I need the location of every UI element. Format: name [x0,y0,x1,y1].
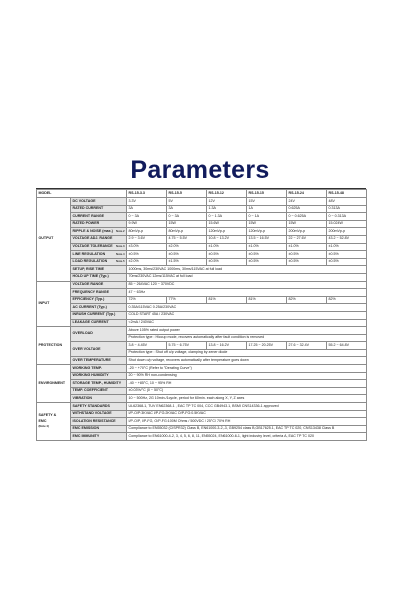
spec-row [37,319,367,327]
spec-cell: 0 ~ 0.313A [327,213,367,221]
spec-cell: 5.75 ~ 6.75V [167,342,207,350]
spec-row [37,220,367,228]
row-label [71,243,127,251]
group-protection: PROTECTION [37,327,71,365]
spec-row [37,198,367,206]
spec-cell-wide: <2mA / 240VAC [127,319,367,327]
row-label [71,228,127,236]
spec-row [37,357,367,365]
row-label-text: VOLTAGE TOLERANCE [72,244,113,249]
spec-row [37,410,367,418]
row-label: RATED POWER [71,220,127,228]
spec-row [37,425,367,433]
spec-cell-wide: ±0.03%/°C (0 ~ 50°C) [127,387,367,395]
spec-row [37,213,367,221]
spec-cell: ±1.0% [287,243,327,251]
spec-row [37,251,367,259]
spec-cell: ±0.5% [207,251,247,259]
note-tag: Note.3 [115,244,125,249]
spec-row [37,304,367,312]
spec-cell-wide: Protection type : Shut off o/p voltage, clamping by zener diode [127,349,367,357]
row-label: VOLTAGE ADJ. RANGE [71,235,127,243]
row-label-text: LOAD REGULATION [72,259,108,264]
row-label: EMC IMMUNITY [71,433,127,441]
row-label: DC VOLTAGE [71,198,127,206]
spec-cell: 3.3V [127,198,167,206]
spec-cell: 0 ~ 3A [167,213,207,221]
spec-row [37,258,367,266]
spec-cell-wide: I/P-O/P:3KVAC I/P-FG:2KVAC O/P-FG:0.5KVAC [127,410,367,418]
spec-cell-wide: Above 105% rated output power [127,327,367,335]
spec-cell-wide: COLD START 45A / 230VAC [127,311,367,319]
spec-cell: 27.6 ~ 32.4V [287,342,327,350]
spec-cell-wide: Shut down o/p voltage, recovers automatically after temperature goes down [127,357,367,365]
spec-cell: 55.2 ~ 64.8V [327,342,367,350]
spec-cell: 0 ~ 1A [247,213,287,221]
model-name: RS-15-48 [327,190,367,198]
spec-cell: ±0.5% [127,251,167,259]
group-safety-line2: EMC [38,418,47,423]
spec-row [37,395,367,403]
model-name: RS-15-3.3 [127,190,167,198]
spec-cell: 80mVp-p [167,228,207,236]
spec-cell-wide: 1000ms, 30ms/230VAC 1000ms, 30ms/115VAC at full load [127,266,367,274]
spec-cell: 15W [167,220,207,228]
spec-cell: 80mVp-p [127,228,167,236]
spec-cell: ±1.0% [247,243,287,251]
spec-cell: 24V [287,198,327,206]
spec-cell: ±1.5% [167,258,207,266]
group-safety-emc [37,403,71,441]
spec-cell: 17.25 ~ 20.25V [247,342,287,350]
spec-row [37,387,367,395]
note-tag: Note.5 [115,259,125,264]
spec-cell: ±0.5% [287,258,327,266]
spec-row [37,380,367,388]
spec-row [37,266,367,274]
row-label-text: LINE REGULATION [72,251,106,256]
row-label: EFFICIENCY (Typ.) [71,296,127,304]
note-tag: Note.4 [115,251,125,256]
spec-cell: 43.2 ~ 52.8V [327,235,367,243]
spec-cell-wide: Compliance to EN61000-4-2, 3, 4, 5, 6, 8, 11, EN55024, EN61000-6-1, light industry level, criteria A, EAC TP TC 020 [127,433,367,441]
spec-cell-wide: I/P-O/P, I/P-FG, O/P-FG:100M Ohms / 500VDC / 25°C/ 70% RH [127,418,367,426]
spec-cell: ±1.0% [327,243,367,251]
spec-cell: 1.3A [207,205,247,213]
group-environment: ENVIRONMENT [37,365,71,403]
row-label: OVER VOLTAGE [71,342,127,357]
spec-cell: ±2.0% [127,258,167,266]
spec-cell: 72% [127,296,167,304]
spec-cell-wide: UL62368-1, TUV EN62368-1 , EAC TP TC 004, CCC GB4943.1, BSMI CNS14336-1 approved [127,403,367,411]
spec-cell: ±0.5% [207,258,247,266]
row-label: VIBRATION [71,395,127,403]
spec-cell-wide: 47 ~ 63Hz [127,289,367,297]
spec-cell: 13.5 ~ 16.5V [247,235,287,243]
spec-cell: 77% [167,296,207,304]
spec-row [37,327,367,335]
model-name: RS-15-12 [207,190,247,198]
spec-cell: ±3.0% [127,243,167,251]
spec-cell-wide: -40 ~ +85°C, 10 ~ 95% RH [127,380,367,388]
spec-cell: 1A [247,205,287,213]
row-label: LEAKAGE CURRENT [71,319,127,327]
spec-row [37,372,367,380]
spec-row [37,342,367,350]
row-label-text: RIPPLE & NOISE (max.) [72,228,113,233]
note-tag: Note.2 [115,228,125,233]
spec-row [37,228,367,236]
row-label: RATED CURRENT [71,205,127,213]
spec-cell: 0 ~ 0.625A [287,213,327,221]
spec-cell-wide: 20 ~ 90% RH non-condensing [127,372,367,380]
spec-row [37,273,367,281]
spec-cell: 22 ~ 27.6V [287,235,327,243]
spec-cell: 9.9W [127,220,167,228]
row-label: STORAGE TEMP., HUMIDITY [71,380,127,388]
spec-cell: 3A [167,205,207,213]
spec-cell-wide: -20 ~ +70°C (Refer to "Derating Curve") [127,365,367,373]
spec-cell: ±0.5% [287,251,327,259]
spec-row [37,243,367,251]
spec-cell: ±0.5% [247,251,287,259]
spec-cell: 200mVp-p [287,228,327,236]
row-label: EMC EMISSION [71,425,127,433]
spec-cell: 4.75 ~ 5.5V [167,235,207,243]
row-label: ISOLATION RESISTANCE [71,418,127,426]
spec-cell: 82% [287,296,327,304]
row-label: CURRENT RANGE [71,213,127,221]
spec-cell: 82% [327,296,367,304]
spec-cell: 3.8 ~ 4.45V [127,342,167,350]
spec-cell: 10.8 ~ 13.2V [207,235,247,243]
spec-cell: ±0.5% [327,258,367,266]
row-label [71,258,127,266]
spec-row [37,205,367,213]
model-name: RS-15-15 [247,190,287,198]
group-safety-line1: SAFETY & [38,413,57,418]
spec-cell: ±0.5% [327,251,367,259]
group-output: OUTPUT [37,198,71,282]
spec-cell: 15V [247,198,287,206]
spec-row [37,235,367,243]
spec-cell: 0 ~ 1.3A [207,213,247,221]
spec-cell: ±1.0% [207,243,247,251]
spec-table-wrapper [36,188,366,441]
spec-cell: 0.625A [287,205,327,213]
spec-cell: ±2.0% [167,243,207,251]
group-safety-note: (Note 4) [38,424,49,429]
spec-cell: 2.9 ~ 3.6V [127,235,167,243]
spec-cell: 81% [207,296,247,304]
spec-cell: 15.024W [327,220,367,228]
model-name: RS-15-5 [167,190,207,198]
row-label: VOLTAGE RANGE [71,281,127,289]
spec-cell: 120mVp-p [207,228,247,236]
spec-cell: 15W [247,220,287,228]
spec-cell: 12V [207,198,247,206]
spec-row [37,296,367,304]
row-label: TEMP. COEFFICIENT [71,387,127,395]
spec-cell: 120mVp-p [247,228,287,236]
spec-cell: 0 ~ 3A [127,213,167,221]
spec-cell-wide: 70ms/230VAC 12ms/115VAC at full load [127,273,367,281]
spec-row [37,311,367,319]
spec-cell-wide: Compliance to EN55032 (CISPR32) Class B, EN61000-3-2,-3, GB9254 class B,GB17625.1, EAC TP TC 020, CNS13438 Class B [127,425,367,433]
spec-cell-wide: Protection type : Hiccup mode, recovers automatically after fault condition is removed [127,334,367,342]
spec-cell: 15W [287,220,327,228]
spec-row [37,365,367,373]
spec-cell: 5V [167,198,207,206]
row-label: INRUSH CURRENT (Typ.) [71,311,127,319]
row-label: FREQUENCY RANGE [71,289,127,297]
model-name: RS-15-24 [287,190,327,198]
page-title: Parameters [130,156,270,184]
spec-cell: ±0.5% [247,258,287,266]
row-label: WORKING TEMP. [71,365,127,373]
spec-row [37,281,367,289]
spec-cell: 15.6W [207,220,247,228]
spec-table [36,189,367,441]
spec-cell: 13.8 ~ 16.2V [207,342,247,350]
spec-row [37,403,367,411]
row-label: WITHSTAND VOLTAGE [71,410,127,418]
row-label: WORKING HUMIDITY [71,372,127,380]
row-label: OVER TEMPERATURE [71,357,127,365]
spec-row [37,418,367,426]
spec-cell-wide: 0.35A/115VAC 0.25A/230VAC [127,304,367,312]
row-label: SAFETY STANDARDS [71,403,127,411]
spec-row [37,289,367,297]
spec-cell: 200mVp-p [327,228,367,236]
spec-cell: ±0.5% [167,251,207,259]
spec-cell: 48V [327,198,367,206]
model-header-row [37,190,367,198]
spec-cell: 3A [127,205,167,213]
row-label: SETUP, RISE TIME [71,266,127,274]
group-input: INPUT [37,281,71,327]
model-label: MODEL [37,190,127,198]
spec-cell-wide: 10 ~ 500Hz, 2G 10min./1cycle, period for 60min. each along X, Y, Z axes [127,395,367,403]
spec-cell: 81% [247,296,287,304]
row-label [71,251,127,259]
spec-cell-wide: 85 ~ 264VAC 120 ~ 370VDC [127,281,367,289]
spec-row [37,433,367,441]
row-label: OVERLOAD [71,327,127,342]
row-label: HOLD UP TIME (Typ.) [71,273,127,281]
spec-cell: 0.313A [327,205,367,213]
row-label: AC CURRENT (Typ.) [71,304,127,312]
